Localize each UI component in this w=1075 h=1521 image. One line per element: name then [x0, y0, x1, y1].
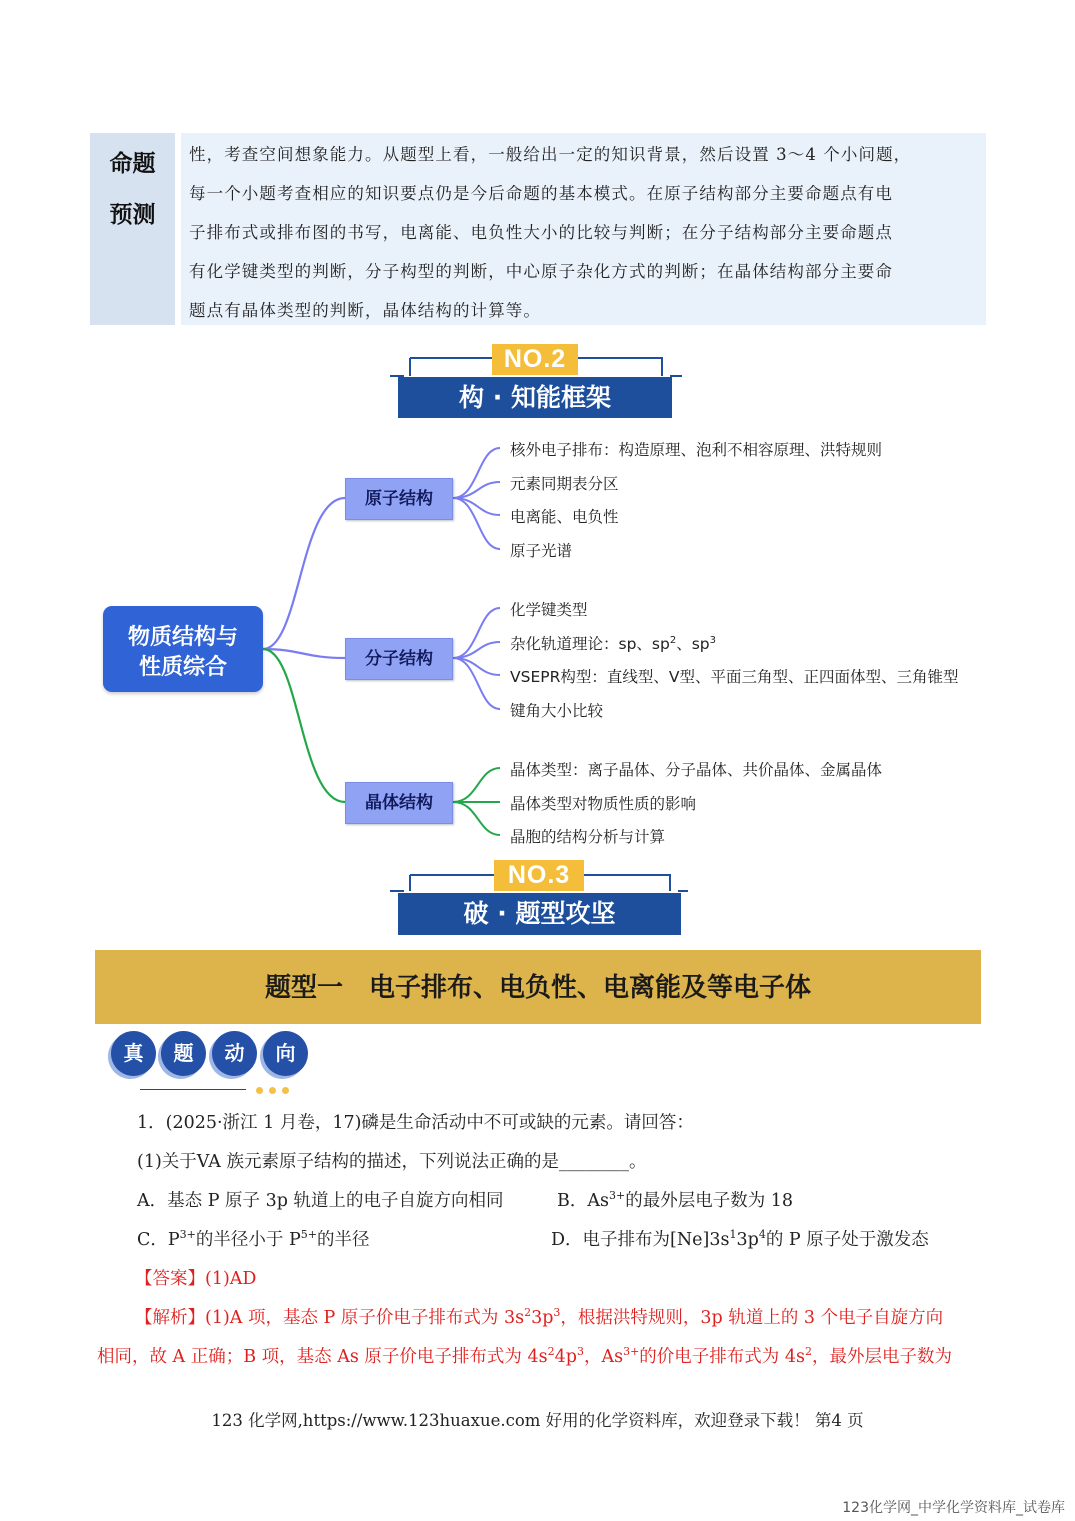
watermark-text: 123化学网_中学化学资料库_试卷库	[842, 1500, 1065, 1516]
analysis-sup: 2	[804, 1345, 812, 1359]
analysis-sup: 3	[576, 1345, 584, 1359]
mindmap-leaf: 键角大小比较	[510, 702, 604, 720]
hybrid-sup2: 2	[669, 634, 677, 646]
analysis-line1	[135, 1304, 943, 1329]
prediction-label-line1: 命题	[109, 151, 156, 177]
answer-value: (1)AD	[205, 1269, 257, 1289]
analysis-sup: 2	[547, 1345, 555, 1359]
answer-label: 【答案】	[135, 1269, 205, 1289]
badge-dot	[256, 1087, 263, 1094]
option-d-text: 3p	[736, 1230, 759, 1250]
option-c-text: 的半径小于 P	[195, 1230, 301, 1250]
prediction-label-line2: 预测	[109, 202, 156, 228]
prediction-line: 每一个小题考查相应的知识要点仍是今后命题的基本模式。在原子结构部分主要命题点有电	[189, 184, 893, 203]
hybrid-sp3: 、sp	[676, 635, 710, 653]
option-b-text: 的最外层电子数为 18	[625, 1191, 794, 1211]
option-d-text: 的 P 原子处于激发态	[765, 1230, 929, 1250]
prediction-line: 题点有晶体类型的判断，晶体结构的计算等。	[189, 301, 541, 320]
badge-char: 向	[263, 1031, 308, 1076]
type1-title: 题型一 电子排布、电负性、电离能及等电子体	[264, 973, 811, 1003]
type1-header	[95, 950, 981, 1024]
mindmap-branch-crystal: 晶体结构	[345, 782, 453, 824]
mindmap-root-node	[103, 606, 263, 692]
analysis-text: 的价电子排布式为 4s	[639, 1347, 805, 1367]
option-c-text: 的半径	[316, 1230, 370, 1250]
analysis-text: 4p	[554, 1347, 577, 1367]
mindmap-leaf: 晶胞的结构分析与计算	[510, 828, 666, 846]
badge-dot	[282, 1087, 289, 1094]
mindmap-leaf: 晶体类型：离子晶体、分子晶体、共价晶体、金属晶体	[510, 761, 883, 779]
badge-char: 动	[212, 1031, 257, 1076]
prediction-line: 性，考查空间想象能力。从题型上看，一般给出一定的知识背景，然后设置 3～4 个小问题，	[189, 145, 912, 164]
option-b	[557, 1187, 793, 1212]
badge-char: 真	[111, 1031, 156, 1076]
option-c-sup: 5+	[300, 1228, 317, 1242]
analysis-text: (1)A 项，基态 P 原子价电子排布式为 3s	[205, 1308, 525, 1328]
hybrid-sup3: 3	[709, 634, 717, 646]
analysis-text: ，As	[583, 1347, 624, 1367]
badge-char: 题	[161, 1031, 206, 1076]
mindmap-leaf-hybrid	[510, 632, 716, 654]
option-b-sup: 3+	[608, 1189, 626, 1203]
mindmap-leaf: 核外电子排布：构造原理、泡利不相容原理、洪特规则	[510, 441, 883, 459]
analysis-text: ，根据洪特规则，3p 轨道上的 3 个电子自旋方向	[560, 1308, 944, 1328]
mindmap-root-line1: 物质结构与	[127, 625, 238, 650]
page-footer: 123 化学网,https://www.123huaxue.com 好用的化学资料库，欢迎登录下载！ 第4 页	[211, 1411, 864, 1430]
option-d-sup: 1	[729, 1228, 737, 1242]
option-b-text: B．As	[557, 1191, 609, 1211]
mindmap-leaf: 化学键类型	[510, 601, 588, 619]
question-stem: 1．(2025·浙江 1 月卷，17)磷是生命活动中不可或缺的元素。请回答：	[137, 1113, 694, 1133]
analysis-text: 相同，故 A 正确；B 项，基态 As 原子价电子排布式为 4s	[97, 1347, 548, 1367]
mindmap-leaf: VSEPR构型：直线型、V型、平面三角型、正四面体型、三角锥型	[510, 668, 959, 686]
analysis-text: 3p	[531, 1308, 554, 1328]
section3-number: NO.3	[494, 860, 584, 891]
mindmap-branch-atomic: 原子结构	[345, 478, 453, 520]
analysis-line2	[97, 1343, 952, 1368]
analysis-sup: 3+	[623, 1345, 640, 1359]
analysis-sup: 2	[524, 1306, 532, 1320]
prediction-line: 有化学键类型的判断，分子构型的判断，中心原子杂化方式的判断；在晶体结构部分主要命	[189, 262, 893, 281]
prediction-line: 子排布式或排布图的书写，电离能、电负性大小的比较与判断；在分子结构部分主要命题点	[189, 223, 893, 242]
hybrid-text: 杂化轨道理论：sp、sp	[510, 635, 670, 653]
section2-title: 构 · 知能框架	[398, 377, 672, 418]
prediction-body	[181, 133, 986, 325]
option-d	[551, 1226, 929, 1251]
answer-line	[135, 1265, 256, 1290]
option-d-sup: 4	[758, 1228, 766, 1242]
analysis-text: ，最外层电子数为	[811, 1347, 952, 1367]
mindmap-leaf: 元素同期表分区	[510, 475, 619, 493]
mindmap-root-line2: 性质综合	[138, 655, 227, 680]
badge-dot	[269, 1087, 276, 1094]
option-d-text: D．电子排布为[Ne]3s	[551, 1230, 730, 1250]
prediction-label-box	[90, 133, 175, 325]
mindmap-leaf: 晶体类型对物质性质的影响	[510, 795, 697, 813]
option-a: A．基态 P 原子 3p 轨道上的电子自旋方向相同	[137, 1191, 504, 1211]
section2-number: NO.2	[492, 344, 578, 375]
mindmap-leaf: 原子光谱	[510, 542, 573, 560]
analysis-label: 【解析】	[135, 1308, 205, 1328]
option-c	[137, 1226, 369, 1251]
mindmap-branch-molecular: 分子结构	[345, 638, 453, 680]
section3-title: 破 · 题型攻坚	[398, 893, 681, 935]
analysis-sup: 3	[553, 1306, 561, 1320]
question-part1: (1)关于VA 族元素原子结构的描述，下列说法正确的是________。	[137, 1152, 647, 1172]
option-c-text: C．P	[137, 1230, 180, 1250]
option-c-sup: 3+	[179, 1228, 196, 1242]
badge-underline	[140, 1089, 246, 1090]
mindmap-leaf: 电离能、电负性	[510, 508, 619, 526]
